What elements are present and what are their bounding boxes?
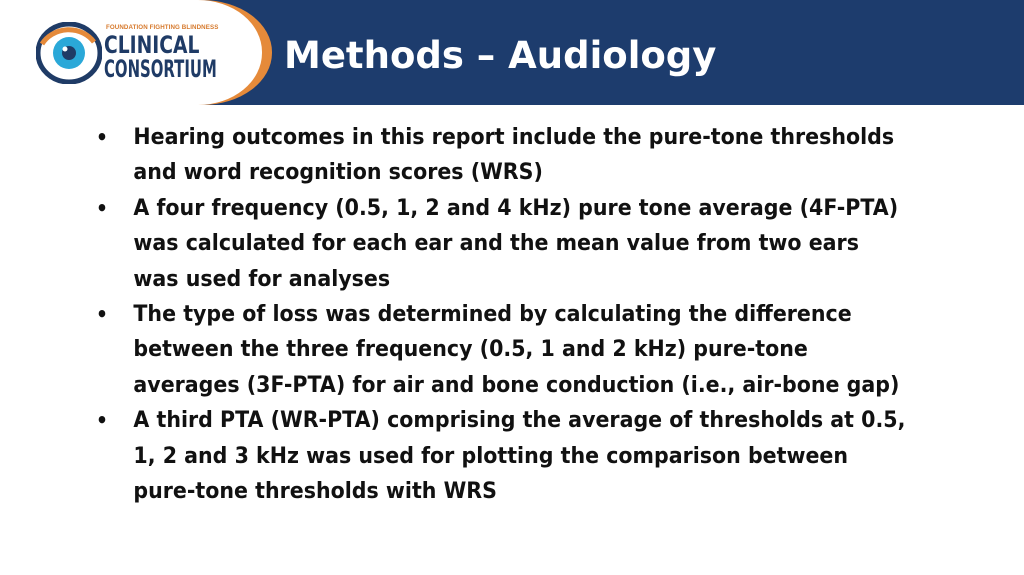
bullet-marker: •	[96, 302, 108, 327]
bullet-marker: •	[96, 195, 108, 220]
bullet-text: A four frequency (0.5, 1, 2 and 4 kHz) pure tone average (4F-PTA) was calculated for each ear and the mean value from two ears was used for analyses	[133, 195, 899, 292]
bullet-text: The type of loss was determined by calculating the difference between the three frequency (0.5, 1 and 2 kHz) pure-tone averages (3F-PTA) for air and bone conduction (i.e., air-bone gap)	[133, 302, 900, 398]
bullet-item	[96, 120, 909, 191]
slide-title: Methods – Audiology	[284, 34, 717, 77]
bullet-text: Hearing outcomes in this report include the pure-tone thresholds and word recognition scores (WRS)	[133, 125, 895, 186]
bullet-item	[96, 403, 909, 509]
eye-icon	[36, 22, 102, 84]
slide-header	[0, 0, 1024, 105]
bullet-marker: •	[96, 125, 108, 149]
logo-text-consortium: CONSORTIUM	[104, 55, 217, 83]
bullet-item	[96, 297, 909, 403]
bullet-marker: •	[96, 408, 108, 433]
logo-panel	[0, 0, 262, 105]
logo-text-clinical: CLINICAL	[104, 31, 200, 59]
bullet-text: A third PTA (WR-PTA) comprising the average of thresholds at 0.5, 1, 2 and 3 kHz was used for plotting the comparison between pure-tone thresholds with WRS	[133, 408, 906, 505]
logo-tagline: FOUNDATION FIGHTING BLINDNESS	[106, 24, 219, 31]
bullet-item	[96, 191, 909, 297]
bullet-list	[96, 120, 926, 509]
